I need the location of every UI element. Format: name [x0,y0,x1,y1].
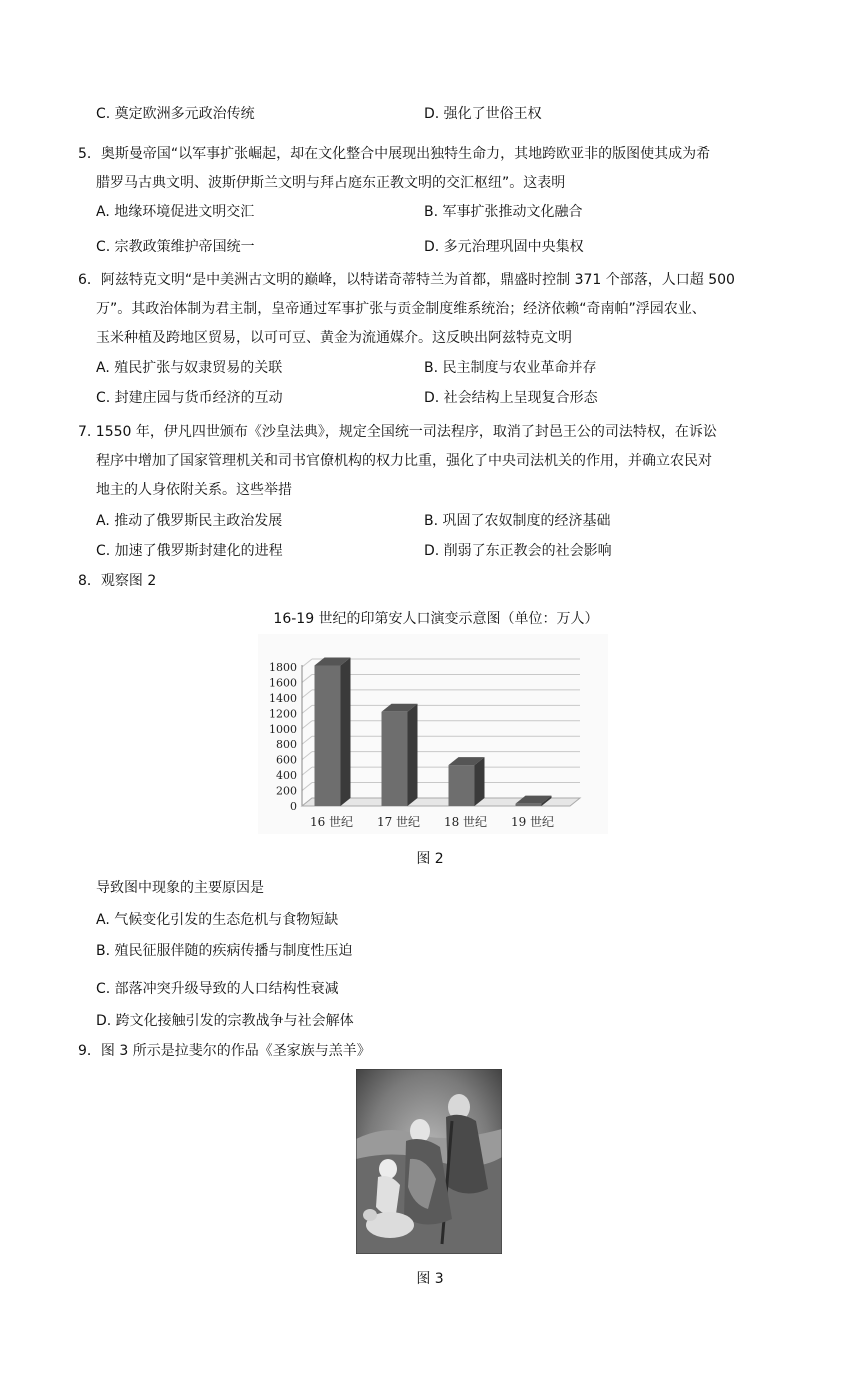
q7-option-d: D. 削弱了东正教会的社会影响 [424,543,612,559]
bar-front [382,712,408,806]
q8-option-b: B. 殖民征服伴随的疾病传播与制度性压迫 [96,943,353,959]
bar-side [475,757,485,806]
y-tick-label: 1600 [269,676,297,690]
y-tick-label: 800 [276,738,297,752]
q5-stem-line2: 腊罗马古典文明、波斯伊斯兰文明与拜占庭东正教文明的交汇枢纽”。这表明 [96,175,566,191]
q5-option-d: D. 多元治理巩固中央集权 [424,239,584,255]
q8-option-a: A. 气候变化引发的生态危机与食物短缺 [96,912,339,928]
q6-option-a: A. 殖民扩张与奴隶贸易的关联 [96,360,283,376]
figure-3-caption: 图 3 [416,1271,444,1287]
y-tick-label: 1000 [269,722,297,736]
q5-option-a: A. 地缘环境促进文明交汇 [96,204,255,220]
chart-title: 16-19 世纪的印第安人口演变示意图（单位：万人） [273,611,599,627]
q7-stem-line1: 7. 1550 年，伊凡四世颁布《沙皇法典》，规定全国统一司法程序，取消了封邑王公的司法特权，在诉讼 [78,424,717,440]
q6-option-d: D. 社会结构上呈现复合形态 [424,390,598,406]
bar-front [315,665,341,806]
y-tick-label: 600 [276,753,297,767]
q7-stem-line3: 地主的人身依附关系。这些举措 [96,482,292,498]
q5-stem-line1: 5．奥斯曼帝国“以军事扩张崛起，却在文化整合中展现出独特生命力，其地跨欧亚非的版图使其成为希 [78,146,711,162]
q6-stem-line1: 6．阿兹特克文明“是中美洲古文明的巅峰，以特诺奇蒂特兰为首都，鼎盛时控制 371 个部落，人口超 500 [78,272,735,288]
q6-option-c: C. 封建庄园与货币经济的互动 [96,390,283,406]
bar-2 [382,704,418,806]
bar-front [449,765,475,806]
q4-option-c: C. 奠定欧洲多元政治传统 [96,106,255,122]
bar-side [341,657,351,806]
y-tick-label: 1800 [269,661,297,674]
figure-2-caption: 图 2 [416,851,444,867]
bar-side [408,704,418,806]
q5-option-c: C. 宗教政策维护帝国统一 [96,239,255,255]
y-tick-label: 1200 [269,707,297,721]
q7-option-b: B. 巩固了农奴制度的经济基础 [424,513,611,529]
q8-option-c: C. 部落冲突升级导致的人口结构性衰减 [96,981,339,997]
q7-option-a: A. 推动了俄罗斯民主政治发展 [96,513,283,529]
q8-question: 导致图中现象的主要原因是 [96,880,264,896]
q5-option-b: B. 军事扩张推动文化融合 [424,204,583,220]
bar-3 [449,757,485,806]
x-tick-label: 16 世纪 [309,815,354,829]
raphael-holy-family-painting [356,1069,502,1254]
y-tick-label: 200 [276,784,297,798]
y-tick-label: 1400 [269,691,297,705]
q9-stem: 9．图 3 所示是拉斐尔的作品《圣家族与羔羊》 [78,1043,371,1059]
x-tick-label: 17 世纪 [376,815,421,829]
y-tick-label: 400 [276,769,297,783]
bar-1 [315,657,351,806]
q8-stem: 8．观察图 2 [78,573,157,589]
x-tick-label: 19 世纪 [510,815,555,829]
q6-option-b: B. 民主制度与农业革命并存 [424,360,597,376]
q6-stem-line3: 玉米种植及跨地区贸易，以可可豆、黄金为流通媒介。这反映出阿兹特克文明 [96,330,572,346]
q4-option-d: D. 强化了世俗王权 [424,106,542,122]
x-tick-label: 18 世纪 [443,815,488,829]
q8-option-d: D. 跨文化接触引发的宗教战争与社会解体 [96,1013,354,1029]
q6-stem-line2: 万”。其政治体制为君主制，皇帝通过军事扩张与贡金制度维系统治；经济依赖“奇南帕”浮园农业、 [96,301,706,317]
y-tick-label: 0 [290,800,297,813]
bar-front [516,804,542,806]
q7-option-c: C. 加速了俄罗斯封建化的进程 [96,543,283,559]
population-bar-chart [258,634,608,834]
q7-stem-line2: 程序中增加了国家管理机关和司书官僚机构的权力比重，强化了中央司法机关的作用，并确立农民对 [96,453,712,469]
